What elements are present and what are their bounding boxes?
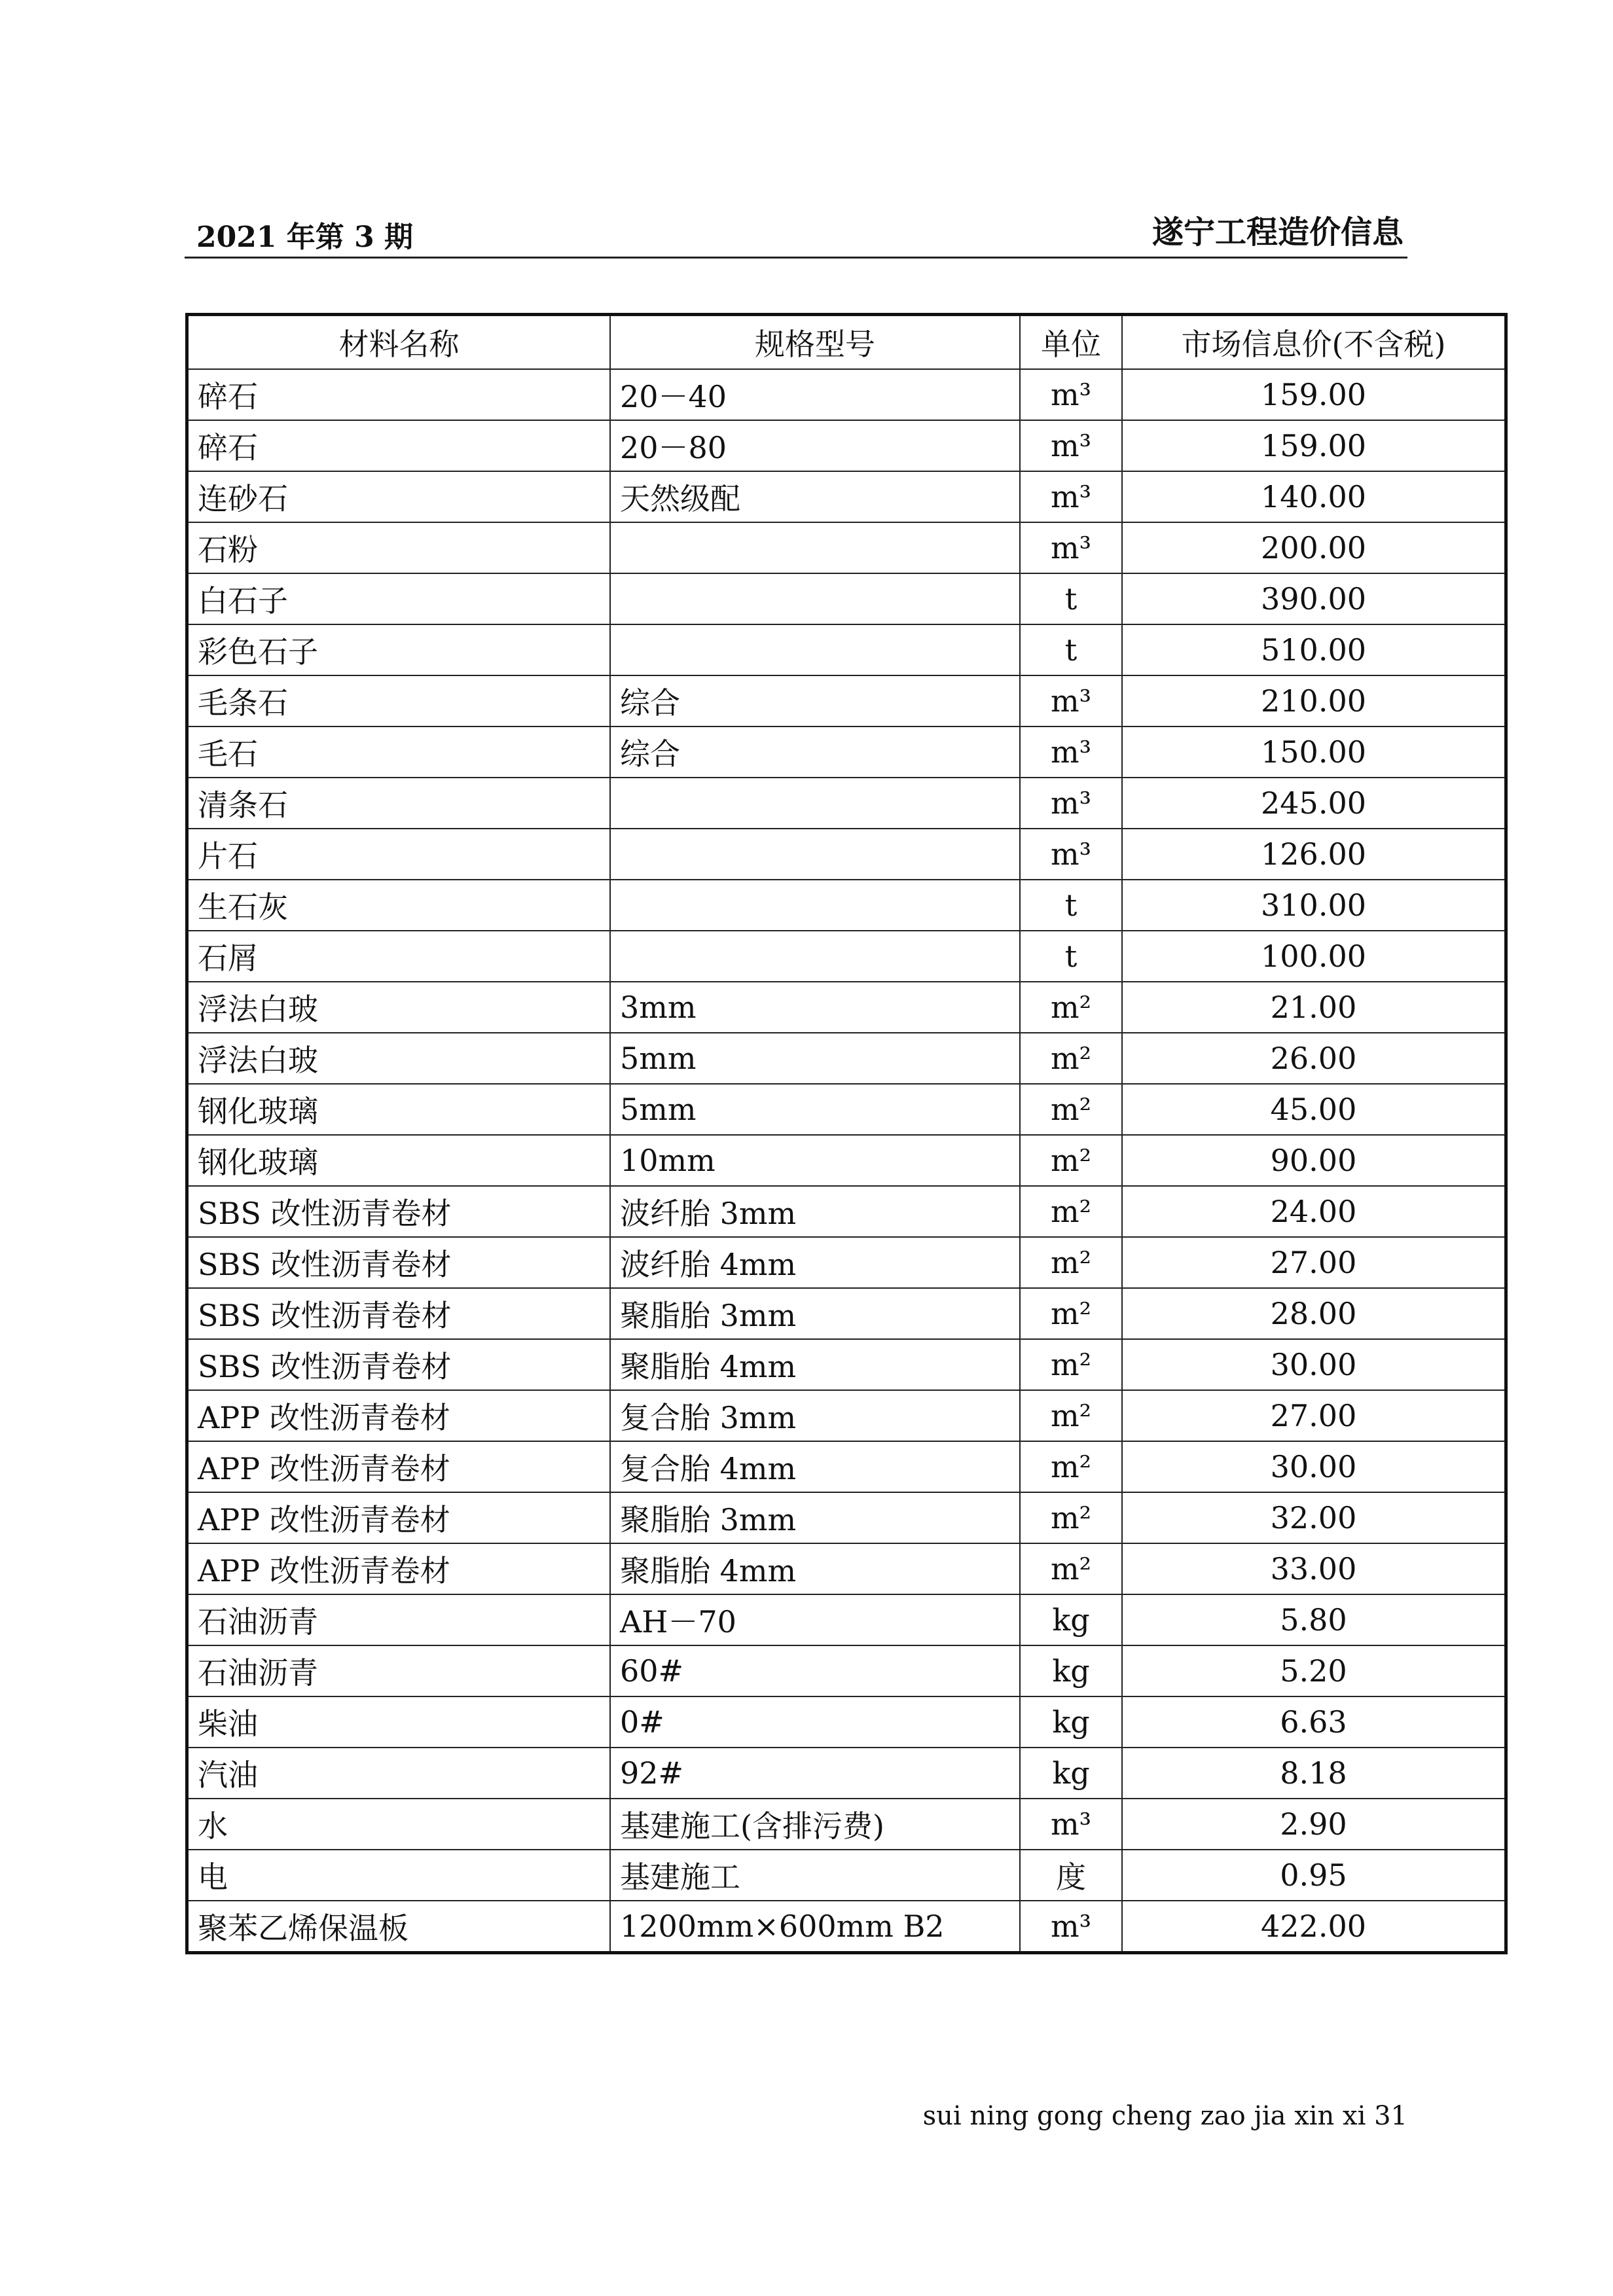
- material-name-cell: 石油沥青: [187, 1645, 611, 1696]
- unit-cell: m³: [1020, 471, 1122, 522]
- price-cell: 24.00: [1122, 1186, 1506, 1237]
- material-name-cell: 石屑: [187, 931, 611, 982]
- material-name-cell: 电: [187, 1850, 611, 1901]
- unit-cell: m²: [1020, 1441, 1122, 1492]
- table-row: [187, 573, 1506, 624]
- material-name-cell: 柴油: [187, 1696, 611, 1748]
- spec-cell: 92#: [610, 1748, 1020, 1799]
- price-cell: 245.00: [1122, 778, 1506, 829]
- material-name-cell: APP 改性沥青卷材: [187, 1390, 611, 1441]
- price-cell: 21.00: [1122, 982, 1506, 1033]
- table-row: [187, 522, 1506, 573]
- spec-cell: AH－70: [610, 1594, 1020, 1645]
- unit-cell: m²: [1020, 1390, 1122, 1441]
- price-cell: 2.90: [1122, 1799, 1506, 1850]
- table-row: [187, 675, 1506, 726]
- table-row: [187, 726, 1506, 778]
- table-row: [187, 1237, 1506, 1288]
- unit-cell: m²: [1020, 1135, 1122, 1186]
- spec-cell: 聚脂胎 3mm: [610, 1492, 1020, 1543]
- price-cell: 26.00: [1122, 1033, 1506, 1084]
- price-cell: 159.00: [1122, 369, 1506, 420]
- table-row: [187, 1696, 1506, 1748]
- spec-cell: [610, 880, 1020, 931]
- spec-cell: 20－80: [610, 420, 1020, 471]
- price-cell: 30.00: [1122, 1339, 1506, 1390]
- unit-cell: m³: [1020, 1799, 1122, 1850]
- material-name-cell: 白石子: [187, 573, 611, 624]
- column-header-price: 市场信息价(不含税): [1122, 315, 1506, 370]
- price-cell: 100.00: [1122, 931, 1506, 982]
- table-row: [187, 1390, 1506, 1441]
- spec-cell: [610, 573, 1020, 624]
- spec-cell: 天然级配: [610, 471, 1020, 522]
- table-row: [187, 1135, 1506, 1186]
- unit-cell: t: [1020, 931, 1122, 982]
- unit-cell: m³: [1020, 726, 1122, 778]
- price-cell: 150.00: [1122, 726, 1506, 778]
- price-cell: 510.00: [1122, 624, 1506, 675]
- material-name-cell: 钢化玻璃: [187, 1084, 611, 1135]
- material-name-cell: 毛石: [187, 726, 611, 778]
- spec-cell: [610, 931, 1020, 982]
- price-cell: 0.95: [1122, 1850, 1506, 1901]
- spec-cell: 60#: [610, 1645, 1020, 1696]
- issue-label: 2021 年第 3 期: [196, 221, 414, 254]
- price-table: [185, 313, 1508, 1954]
- unit-cell: t: [1020, 880, 1122, 931]
- unit-cell: m²: [1020, 1186, 1122, 1237]
- material-name-cell: 聚苯乙烯保温板: [187, 1901, 611, 1953]
- spec-cell: 5mm: [610, 1033, 1020, 1084]
- price-cell: 159.00: [1122, 420, 1506, 471]
- material-name-cell: 石油沥青: [187, 1594, 611, 1645]
- table-row: [187, 1339, 1506, 1390]
- table-row: [187, 1288, 1506, 1339]
- material-name-cell: 碎石: [187, 369, 611, 420]
- table-body: [187, 369, 1506, 1953]
- material-name-cell: 浮法白玻: [187, 982, 611, 1033]
- unit-cell: m³: [1020, 675, 1122, 726]
- unit-cell: m³: [1020, 522, 1122, 573]
- spec-cell: [610, 624, 1020, 675]
- spec-cell: 20－40: [610, 369, 1020, 420]
- table-row: [187, 1033, 1506, 1084]
- unit-cell: t: [1020, 573, 1122, 624]
- spec-cell: 综合: [610, 726, 1020, 778]
- unit-cell: kg: [1020, 1594, 1122, 1645]
- table-row: [187, 778, 1506, 829]
- price-cell: 5.80: [1122, 1594, 1506, 1645]
- price-cell: 90.00: [1122, 1135, 1506, 1186]
- price-cell: 32.00: [1122, 1492, 1506, 1543]
- spec-cell: 复合胎 3mm: [610, 1390, 1020, 1441]
- unit-cell: m²: [1020, 982, 1122, 1033]
- table-row: [187, 1645, 1506, 1696]
- table-row: [187, 829, 1506, 880]
- material-name-cell: APP 改性沥青卷材: [187, 1441, 611, 1492]
- spec-cell: [610, 778, 1020, 829]
- table-row: [187, 369, 1506, 420]
- unit-cell: 度: [1020, 1850, 1122, 1901]
- table-row: [187, 931, 1506, 982]
- unit-cell: kg: [1020, 1748, 1122, 1799]
- page-header: [185, 204, 1407, 259]
- material-name-cell: SBS 改性沥青卷材: [187, 1288, 611, 1339]
- material-name-cell: 水: [187, 1799, 611, 1850]
- publication-title: 遂宁工程造价信息: [1151, 214, 1404, 251]
- spec-cell: 1200mm×600mm B2: [610, 1901, 1020, 1953]
- unit-cell: m²: [1020, 1339, 1122, 1390]
- price-cell: 8.18: [1122, 1748, 1506, 1799]
- table-row: [187, 624, 1506, 675]
- material-name-cell: APP 改性沥青卷材: [187, 1492, 611, 1543]
- price-cell: 200.00: [1122, 522, 1506, 573]
- material-name-cell: 彩色石子: [187, 624, 611, 675]
- spec-cell: 波纤胎 4mm: [610, 1237, 1020, 1288]
- price-cell: 30.00: [1122, 1441, 1506, 1492]
- price-cell: 33.00: [1122, 1543, 1506, 1594]
- table-row: [187, 1492, 1506, 1543]
- price-cell: 45.00: [1122, 1084, 1506, 1135]
- spec-cell: 复合胎 4mm: [610, 1441, 1020, 1492]
- unit-cell: m²: [1020, 1084, 1122, 1135]
- unit-cell: kg: [1020, 1696, 1122, 1748]
- price-cell: 422.00: [1122, 1901, 1506, 1953]
- spec-cell: 基建施工: [610, 1850, 1020, 1901]
- table-row: [187, 982, 1506, 1033]
- material-name-cell: 浮法白玻: [187, 1033, 611, 1084]
- spec-cell: 聚脂胎 3mm: [610, 1288, 1020, 1339]
- page-footer: sui ning gong cheng zao jia xin xi 31: [922, 2101, 1407, 2131]
- unit-cell: t: [1020, 624, 1122, 675]
- column-header-name: 材料名称: [187, 315, 611, 370]
- unit-cell: m³: [1020, 1901, 1122, 1953]
- price-cell: 28.00: [1122, 1288, 1506, 1339]
- spec-cell: 综合: [610, 675, 1020, 726]
- table-row: [187, 1543, 1506, 1594]
- spec-cell: 3mm: [610, 982, 1020, 1033]
- material-name-cell: 毛条石: [187, 675, 611, 726]
- material-name-cell: 片石: [187, 829, 611, 880]
- material-name-cell: 连砂石: [187, 471, 611, 522]
- spec-cell: [610, 522, 1020, 573]
- price-cell: 27.00: [1122, 1390, 1506, 1441]
- material-name-cell: APP 改性沥青卷材: [187, 1543, 611, 1594]
- material-name-cell: 钢化玻璃: [187, 1135, 611, 1186]
- material-name-cell: SBS 改性沥青卷材: [187, 1339, 611, 1390]
- table-row: [187, 1901, 1506, 1953]
- table-row: [187, 1748, 1506, 1799]
- table-row: [187, 420, 1506, 471]
- table-row: [187, 1084, 1506, 1135]
- unit-cell: m³: [1020, 829, 1122, 880]
- price-cell: 390.00: [1122, 573, 1506, 624]
- unit-cell: m³: [1020, 420, 1122, 471]
- material-name-cell: 汽油: [187, 1748, 611, 1799]
- spec-cell: 聚脂胎 4mm: [610, 1543, 1020, 1594]
- material-name-cell: 石粉: [187, 522, 611, 573]
- spec-cell: 10mm: [610, 1135, 1020, 1186]
- price-cell: 310.00: [1122, 880, 1506, 931]
- spec-cell: 基建施工(含排污费): [610, 1799, 1020, 1850]
- table-row: [187, 880, 1506, 931]
- column-header-spec: 规格型号: [610, 315, 1020, 370]
- spec-cell: 波纤胎 3mm: [610, 1186, 1020, 1237]
- unit-cell: m²: [1020, 1492, 1122, 1543]
- material-name-cell: 碎石: [187, 420, 611, 471]
- unit-cell: m³: [1020, 778, 1122, 829]
- table-row: [187, 1799, 1506, 1850]
- spec-cell: 聚脂胎 4mm: [610, 1339, 1020, 1390]
- unit-cell: m²: [1020, 1033, 1122, 1084]
- table-row: [187, 1594, 1506, 1645]
- price-cell: 27.00: [1122, 1237, 1506, 1288]
- unit-cell: kg: [1020, 1645, 1122, 1696]
- unit-cell: m²: [1020, 1288, 1122, 1339]
- table-row: [187, 1441, 1506, 1492]
- price-cell: 210.00: [1122, 675, 1506, 726]
- column-header-unit: 单位: [1020, 315, 1122, 370]
- unit-cell: m²: [1020, 1543, 1122, 1594]
- spec-cell: 5mm: [610, 1084, 1020, 1135]
- unit-cell: m²: [1020, 1237, 1122, 1288]
- price-cell: 5.20: [1122, 1645, 1506, 1696]
- table-row: [187, 471, 1506, 522]
- material-name-cell: SBS 改性沥青卷材: [187, 1237, 611, 1288]
- spec-cell: 0#: [610, 1696, 1020, 1748]
- price-cell: 126.00: [1122, 829, 1506, 880]
- material-name-cell: 生石灰: [187, 880, 611, 931]
- spec-cell: [610, 829, 1020, 880]
- price-cell: 6.63: [1122, 1696, 1506, 1748]
- price-cell: 140.00: [1122, 471, 1506, 522]
- material-name-cell: 清条石: [187, 778, 611, 829]
- table-row: [187, 1850, 1506, 1901]
- material-name-cell: SBS 改性沥青卷材: [187, 1186, 611, 1237]
- unit-cell: m³: [1020, 369, 1122, 420]
- table-row: [187, 1186, 1506, 1237]
- table-header-row: [187, 315, 1506, 370]
